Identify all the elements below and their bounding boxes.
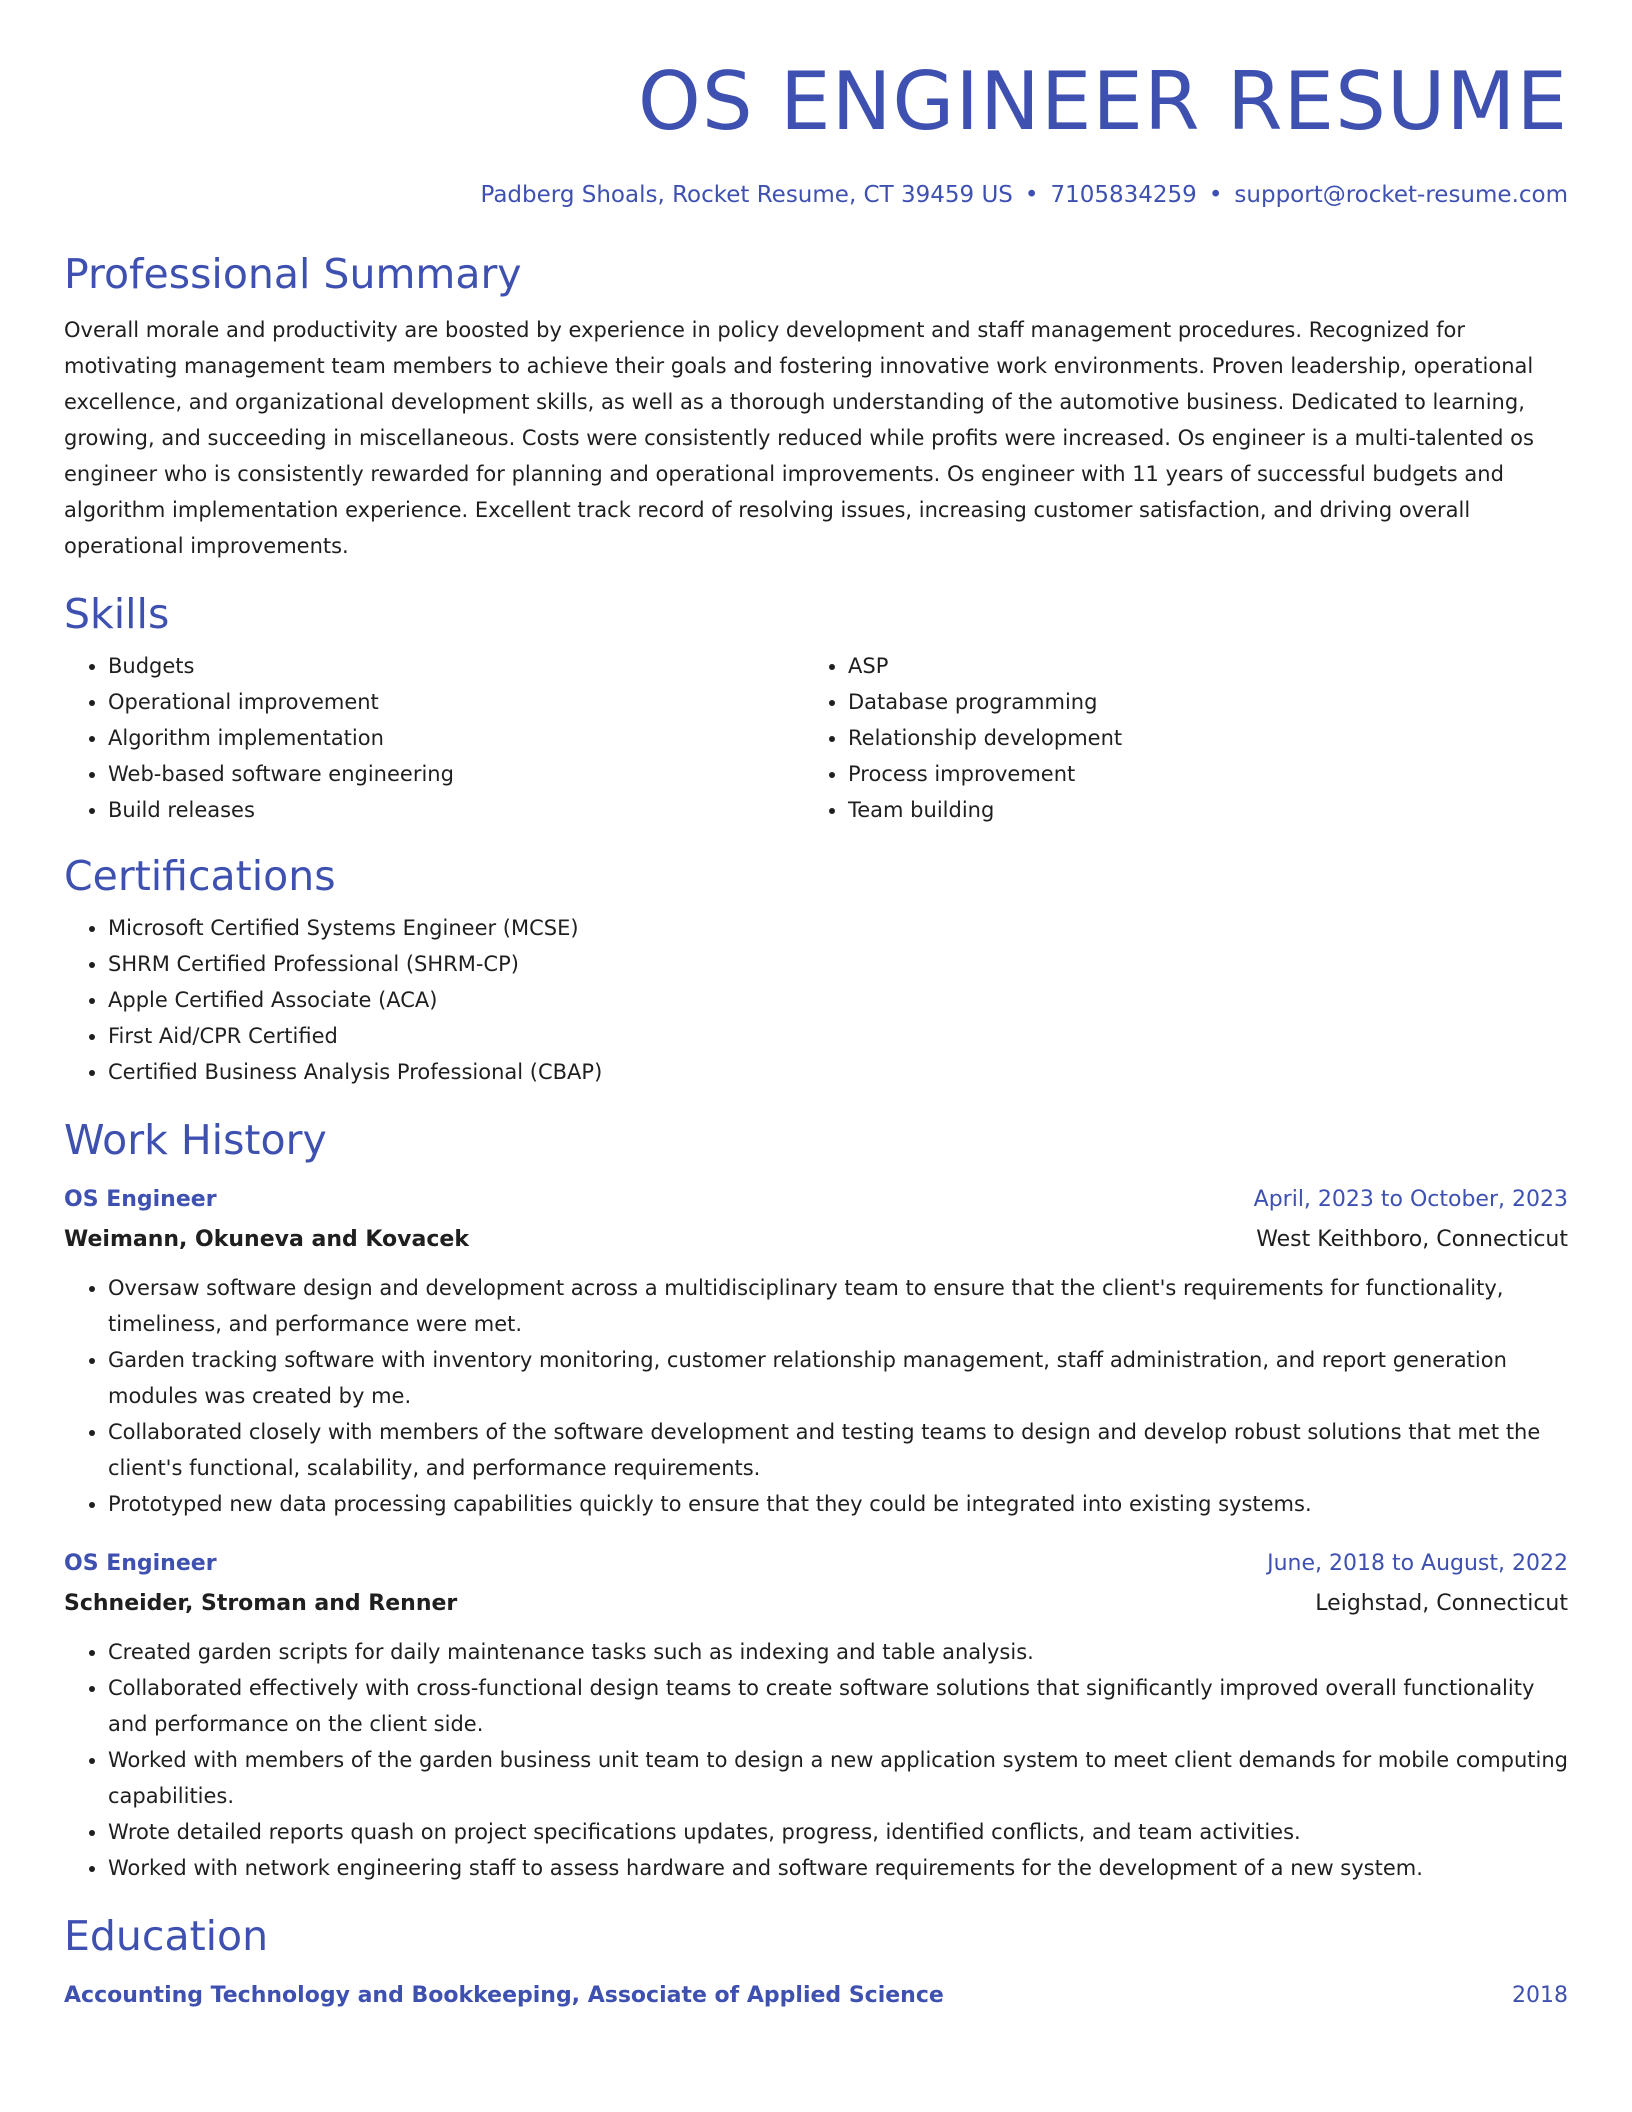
list-item: • Created garden scripts for daily maintenance tasks such as indexing and table analysis. <box>108 1634 1568 1670</box>
job-title: OS Engineer <box>64 1551 217 1576</box>
job-subheader <box>64 1220 1568 1260</box>
list-item: • Algorithm implementation <box>108 720 804 756</box>
education-section <box>64 1908 1568 2016</box>
summary-section <box>64 246 1568 564</box>
list-item: • Collaborated effectively with cross-functional design teams to create software solutions that significantly improved overall functionality and performance on the client side. <box>108 1670 1568 1742</box>
job-entry <box>64 1544 1568 1886</box>
email-link[interactable]: support@rocket-resume.com <box>1234 182 1568 208</box>
list-item: • Apple Certified Associate (ACA) <box>108 982 1568 1018</box>
company-name: Weimann, Okuneva and Kovacek <box>64 1227 469 1252</box>
job-dates: June, 2018 to August, 2022 <box>1267 1551 1568 1576</box>
job-dates: April, 2023 to October, 2023 <box>1253 1187 1568 1212</box>
list-item: • Wrote detailed reports quash on project specifications updates, progress, identified conflicts, and team activities. <box>108 1814 1568 1850</box>
skills-section <box>64 586 1568 828</box>
skills-column-left <box>64 648 804 828</box>
certifications-section <box>64 848 1568 1090</box>
list-item: • Microsoft Certified Systems Engineer (MCSE) <box>108 910 1568 946</box>
contact-line <box>64 178 1568 212</box>
job-header <box>64 1544 1568 1584</box>
list-item: • Collaborated closely with members of the software development and testing teams to design and develop robust solutions that met the client's functional, scalability, and performance requirements. <box>108 1414 1568 1486</box>
section-title-summary: Professional Summary <box>64 250 522 298</box>
list-item: • ASP <box>848 648 1544 684</box>
phone: 7105834259 <box>1050 182 1197 208</box>
section-title-skills: Skills <box>64 590 170 638</box>
resume-name: OS ENGINEER RESUME <box>637 55 1568 148</box>
separator: • <box>1208 182 1223 208</box>
company-name: Schneider, Stroman and Renner <box>64 1591 458 1616</box>
list-item: • SHRM Certified Professional (SHRM-CP) <box>108 946 1568 982</box>
list-item: • Budgets <box>108 648 804 684</box>
education-entry <box>64 1976 1568 2016</box>
section-title-education: Education <box>64 1912 269 1960</box>
address: Padberg Shoals, Rocket Resume, CT 39459 US <box>480 182 1013 208</box>
job-entry <box>64 1180 1568 1522</box>
separator: • <box>1024 182 1039 208</box>
list-item: • Relationship development <box>848 720 1544 756</box>
list-item: • Operational improvement <box>108 684 804 720</box>
section-title-certifications: Certifications <box>64 852 336 900</box>
list-item: • Team building <box>848 792 1544 828</box>
job-subheader <box>64 1584 1568 1624</box>
list-item: • Certified Business Analysis Professional (CBAP) <box>108 1054 1568 1090</box>
degree: Accounting Technology and Bookkeeping, Associate of Applied Science <box>64 1983 944 2008</box>
work-history-section <box>64 1112 1568 1886</box>
list-item: • First Aid/CPR Certified <box>108 1018 1568 1054</box>
skills-column-right <box>804 648 1544 828</box>
list-item: • Build releases <box>108 792 804 828</box>
graduation-year: 2018 <box>1512 1983 1568 2008</box>
list-item: • Worked with network engineering staff to assess hardware and software requirements for the development of a new system. <box>108 1850 1568 1886</box>
list-item: • Prototyped new data processing capabilities quickly to ensure that they could be integrated into existing systems. <box>108 1486 1568 1522</box>
job-location: West Keithboro, Connecticut <box>1256 1227 1568 1252</box>
list-item: • Worked with members of the garden business unit team to design a new application system to meet client demands for mobile computing capabilities. <box>108 1742 1568 1814</box>
job-header <box>64 1180 1568 1220</box>
list-item: • Database programming <box>848 684 1544 720</box>
section-title-work-history: Work History <box>64 1116 327 1164</box>
skills-grid <box>64 648 1568 828</box>
list-item: • Garden tracking software with inventory monitoring, customer relationship management, staff administration, and report generation modules was created by me. <box>108 1342 1568 1414</box>
list-item: • Web-based software engineering <box>108 756 804 792</box>
job-title: OS Engineer <box>64 1187 217 1212</box>
list-item: • Process improvement <box>848 756 1544 792</box>
summary-text: Overall morale and productivity are boosted by experience in policy development and staff management procedures. Recognized for motivating management team members to achieve their goals and fostering innovative work environments. Proven leadership, operational excellence, and organizational development skills, as well as a thorough understanding of the automotive business. Dedicated to learning, growing, and succeeding in miscellaneous. Costs were consistently reduced while profits were increased. Os engineer is a multi-talented os engineer who is consistently rewarded for planning and operational improvements. Os engineer with 11 years of successful budgets and algorithm implementation experience. Excellent track record of resolving issues, increasing customer satisfaction, and driving overall operational improvements. <box>64 318 1534 558</box>
job-location: Leighstad, Connecticut <box>1315 1591 1568 1616</box>
list-item: • Oversaw software design and development across a multidisciplinary team to ensure that the client's requirements for functionality, timeliness, and performance were met. <box>108 1270 1568 1342</box>
